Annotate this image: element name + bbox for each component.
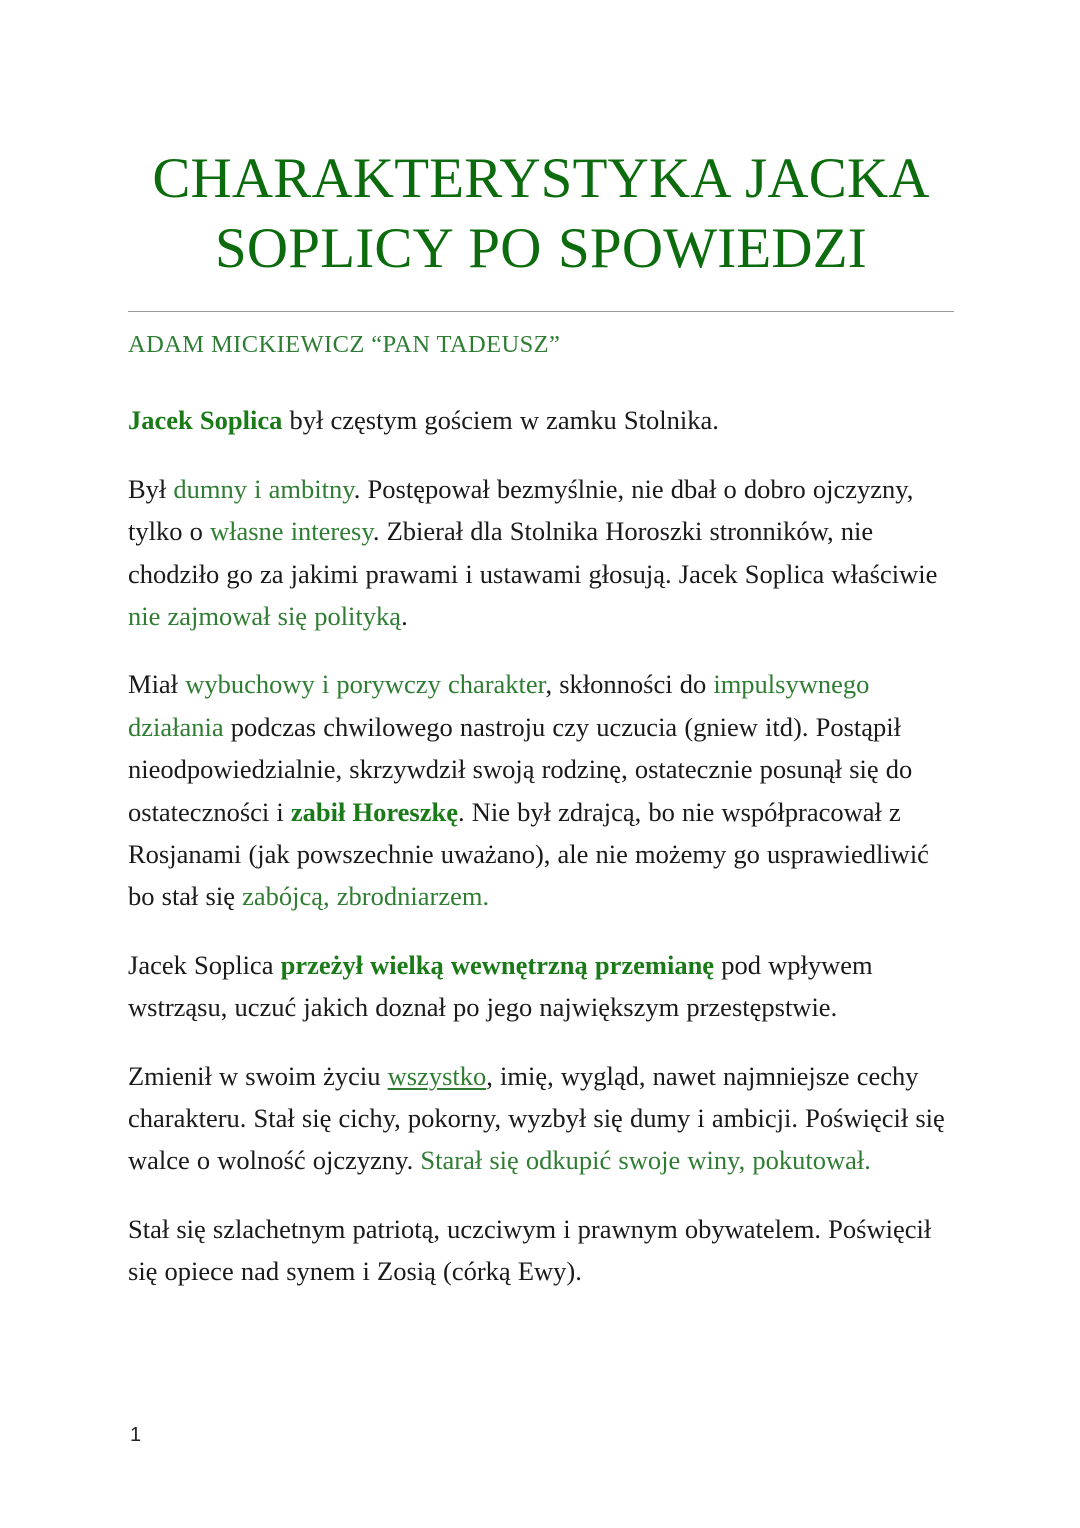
bold-highlight-run: przeżył wielką wewnętrzną przemianę (280, 949, 715, 980)
bold-highlight-run: Jacek Soplica (128, 405, 283, 436)
highlight-run: impulsywnego działania (128, 669, 870, 742)
highlight-run: dumny i ambitny (173, 473, 354, 504)
page-title: CHARAKTERYSTYKA JACKA SOPLICY PO SPOWIEDZI (152, 147, 930, 280)
paragraph: Miał wybuchowy i porywczy charakter, skłonności do impulsywnego działania podczas chwilowego nastroju czy uczucia (gniew itd). Postąpił nieodpowiedzialnie, skrzywdził swoją rodzinę, ostatecznie posunął się do ostateczności i zabił Horeszkę. Nie był zdrajcą, bo nie współpracował z Rosjanami (jak powszechnie uważano), ale nie możemy go usprawiedliwić bo stał się zabójcą, zbrodniarzem. (128, 669, 929, 912)
document-subtitle: ADAM MICKIEWICZ “PAN TADEUSZ” (128, 331, 561, 359)
highlight-run: wybuchowy i porywczy charakter (185, 669, 546, 700)
document-content (128, 0, 954, 1292)
highlight-run: zabójcą, zbrodniarzem. (242, 881, 490, 912)
page-number: 1 (130, 1424, 142, 1446)
highlight-run: Starał się odkupić swoje winy, pokutował. (420, 1145, 871, 1176)
paragraph: Był dumny i ambitny. Postępował bezmyślnie, nie dbał o dobro ojczyzny, tylko o własne interesy. Zbierał dla Stolnika Horoszki stronników, nie chodziło go za jakimi prawami i ustawami głosują. Jacek Soplica właściwie nie zajmował się polityką. (128, 473, 938, 632)
highlight-run: własne interesy (209, 516, 373, 547)
paragraph: Zmienił w swoim życiu wszystko, imię, wygląd, nawet najmniejsze cechy charakteru. Stał się cichy, pokorny, wyzbył się dumy i ambicji. Poświęcił się walce o wolność ojczyzny. Starał się odkupić swoje winy, pokutował. (128, 1060, 945, 1176)
bold-highlight-run: zabił Horeszkę (290, 796, 458, 827)
paragraph: Stał się szlachetnym patriotą, uczciwym i prawnym obywatelem. Poświęcił się opiece nad synem i Zosią (córką Ewy). (128, 1213, 932, 1287)
body-copy (128, 399, 954, 1292)
underlined-highlight-run: wszystko (387, 1060, 487, 1091)
paragraph: Jacek Soplica był częstym gościem w zamku Stolnika. (128, 405, 719, 436)
highlight-run: nie zajmował się polityką (128, 601, 402, 632)
title-divider (128, 311, 954, 312)
paragraph: Jacek Soplica przeżył wielką wewnętrzną przemianę pod wpływem wstrząsu, uczuć jakich doznał po jego największym przestępstwie. (128, 949, 873, 1023)
